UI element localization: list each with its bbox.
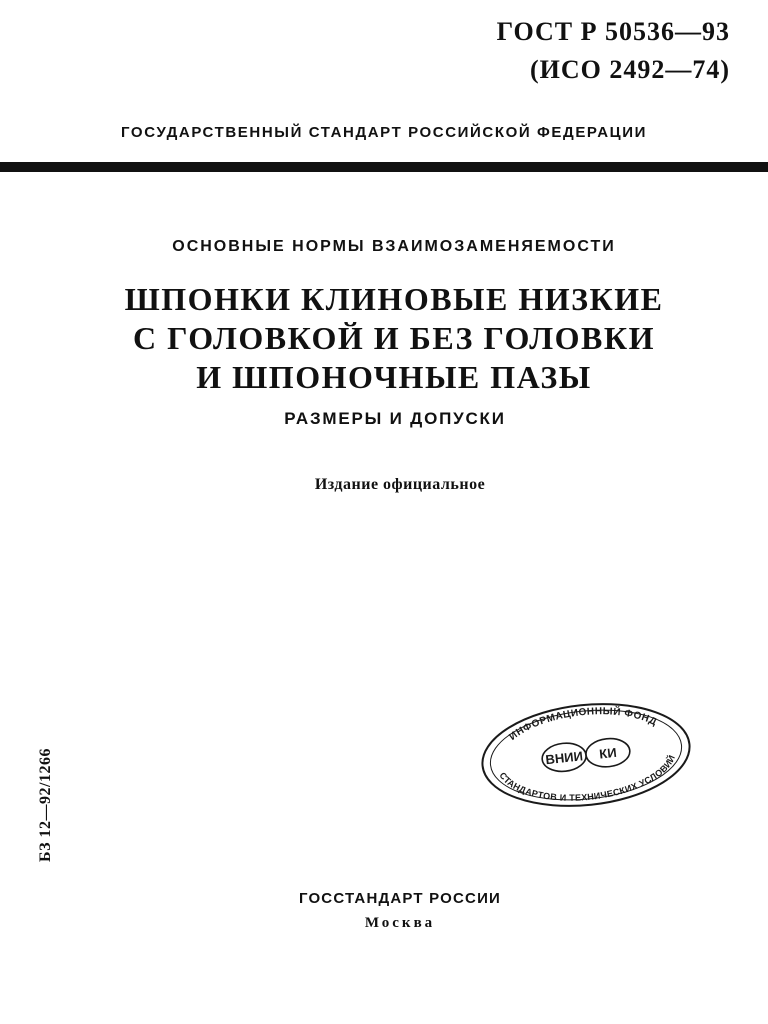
stamp-left-badge: ВНИИ — [544, 748, 584, 768]
stamp-right-badge: КИ — [598, 744, 618, 762]
title-line-3: И ШПОНОЧНЫЕ ПАЗЫ — [196, 359, 592, 395]
title-line-1: ШПОНКИ КЛИНОВЫЕ НИЗКИЕ — [124, 281, 664, 317]
publisher: ГОССТАНДАРТ РОССИИ — [298, 890, 502, 907]
library-stamp — [478, 700, 694, 810]
document-title — [0, 280, 768, 397]
stamp-graphic — [478, 700, 694, 810]
iso-number: (ИСО 2492—74) — [529, 55, 730, 84]
side-registration-code: БЗ 12—92/1266 — [37, 748, 54, 862]
edition-note: Издание официальное — [314, 476, 486, 493]
stamp-bottom-text: СТАНДАРТОВ И ТЕХНИЧЕСКИХ УСЛОВИЙ — [497, 753, 678, 803]
document-subtitle: РАЗМЕРЫ И ДОПУСКИ — [284, 409, 506, 428]
stamp-top-text: ИНФОРМАЦИОННЫЙ ФОНД — [507, 706, 659, 743]
state-standard-heading: ГОСУДАРСТВЕННЫЙ СТАНДАРТ РОССИЙСКОЙ ФЕДЕРАЦИИ — [121, 124, 647, 141]
header-divider — [0, 162, 768, 172]
gost-number: ГОСТ Р 50536—93 — [496, 17, 730, 46]
title-line-2: С ГОЛОВКОЙ И БЕЗ ГОЛОВКИ — [133, 320, 655, 356]
publication-city: Москва — [364, 915, 436, 931]
standard-category: ОСНОВНЫЕ НОРМЫ ВЗАИМОЗАМЕНЯЕМОСТИ — [172, 238, 616, 255]
